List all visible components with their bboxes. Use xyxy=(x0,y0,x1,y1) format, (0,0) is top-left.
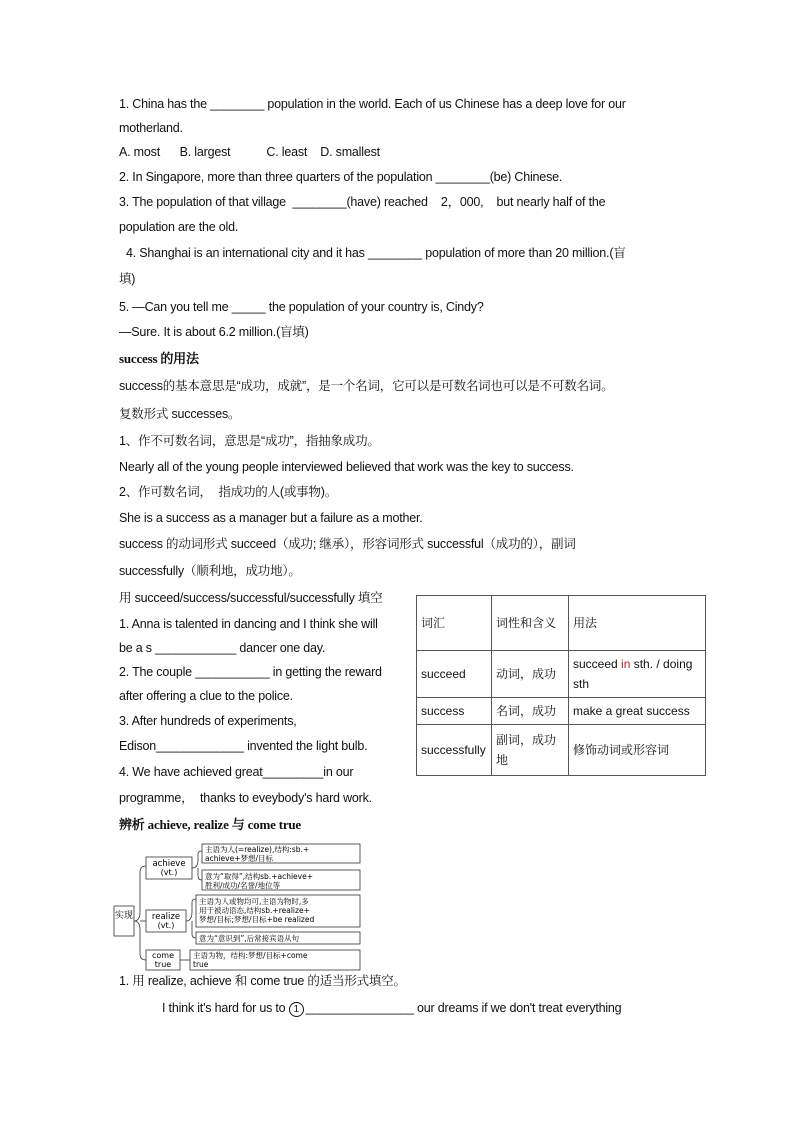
success-p3: 1、作不可数名词，意思是“成功”，指抽象成功。 xyxy=(119,434,380,448)
diagram-cometrue-1a: 主语为物，结构:梦想/目标+come xyxy=(193,951,308,960)
fill-heading: 用 succeed/success/successful/successfully 填空 xyxy=(119,591,383,605)
sentence-post: ________________ our dreams if we don't treat everything xyxy=(305,1001,622,1015)
achieve-sentence xyxy=(162,1000,621,1017)
success-p8: successfully（顺利地，成功地）。 xyxy=(119,564,301,578)
table-cell: 动词，成功 xyxy=(492,651,569,698)
table-cell: 修饰动词或形容词 xyxy=(569,725,706,776)
diagram-achieve-1a: 主语为人(=realize),结构:sb.+ xyxy=(205,845,310,854)
diagram-achieve-1b: achieve+梦想/目标 xyxy=(205,854,274,863)
diagram-realize-1b: 用于被动语态,结构sb.+realize+ xyxy=(199,906,310,915)
diagram-realize-pos: (vt.) xyxy=(157,921,175,930)
population-q5-line2: —Sure. It is about 6.2 million.(盲填) xyxy=(119,325,309,339)
table-cell: 副词，成功地 xyxy=(492,725,569,776)
achieve-instruction: 1. 用 realize, achieve 和 come true 的适当形式填空。 xyxy=(119,974,406,988)
vocab-table xyxy=(416,595,706,776)
population-q1-options: A. most B. largest C. least D. smallest xyxy=(119,145,380,159)
success-p5: 2、作可数名词， 指成功的人(或事物)。 xyxy=(119,485,338,499)
diagram-achieve-label: achieve xyxy=(152,859,186,869)
table-cell: successfully xyxy=(417,725,492,776)
population-q5-line1: 5. —Can you tell me _____ the population of your country is, Cindy? xyxy=(119,300,484,314)
table-cell: 名词，成功 xyxy=(492,698,569,725)
table-cell: success xyxy=(417,698,492,725)
fill-q4b: programme， thanks to eveybody's hard work. xyxy=(119,791,372,805)
sentence-pre: I think it's hard for us to xyxy=(162,1001,289,1015)
fill-q2b: after offering a clue to the police. xyxy=(119,689,293,703)
success-p2: 复数形式 successes。 xyxy=(119,407,241,421)
table-cell: succeed in sth. / doing sth xyxy=(569,651,706,698)
diagram-cometrue-label1: come xyxy=(151,951,175,960)
fill-q2a: 2. The couple ___________ in getting the reward xyxy=(119,665,382,679)
population-q4-line1: 4. Shanghai is an international city and it has ________ population of more than 20 million.(盲 xyxy=(126,246,626,260)
diagram-realize-2: 意为“意识到”,后常接宾语从句 xyxy=(199,934,300,943)
population-q2: 2. In Singapore, more than three quarters of the population ________(be) Chinese. xyxy=(119,170,563,184)
diagram-realize-1c: 梦想/目标;梦想/目标+be realized xyxy=(199,915,315,924)
population-q1-line1: 1. China has the ________ population in the world. Each of us Chinese has a deep love for our xyxy=(119,97,626,111)
table-header-cell: 词性和含义 xyxy=(492,596,569,651)
fill-q3b: Edison_____________ invented the light bulb. xyxy=(119,739,368,753)
population-q3-line2: population are the old. xyxy=(119,220,239,234)
success-p7: success 的动词形式 succeed（成功; 继承），形容词形式 successful（成功的），副词 xyxy=(119,537,576,551)
achieve-heading: 辨析 achieve, realize 与 come true xyxy=(119,817,301,832)
population-q1-line2: motherland. xyxy=(119,121,183,135)
achieve-realize-diagram xyxy=(112,842,364,972)
table-row xyxy=(417,698,706,725)
fill-q3a: 3. After hundreds of experiments, xyxy=(119,714,297,728)
success-heading: success 的用法 xyxy=(119,351,199,366)
diagram-root: 实现 xyxy=(114,911,134,921)
success-p6: She is a success as a manager but a failure as a mother. xyxy=(119,511,423,525)
highlighted-preposition: in xyxy=(621,657,631,671)
diagram-achieve-2a: 意为“取得”,结构sb.+achieve+ xyxy=(205,872,313,881)
fill-q1a: 1. Anna is talented in dancing and I think she will xyxy=(119,617,378,631)
success-p4: Nearly all of the young people interviewed believed that work was the key to success. xyxy=(119,460,574,474)
table-header-cell: 用法 xyxy=(569,596,706,651)
table-row xyxy=(417,651,706,698)
success-p1: success的基本意思是“成功，成就”，是一个名词，它可以是可数名词也可以是不可数名词。 xyxy=(119,379,614,393)
diagram-achieve-2b: 胜利/成功/名誉/地位等 xyxy=(205,881,281,890)
diagram-realize-1a: 主语为人或物均可,主语为物时,多 xyxy=(199,897,309,906)
population-q4-line2: 填) xyxy=(119,272,136,286)
diagram-realize-label: realize xyxy=(151,912,181,922)
diagram-cometrue-label2: true xyxy=(154,960,172,969)
table-cell: succeed xyxy=(417,651,492,698)
population-q3-line1: 3. The population of that village ________(have) reached 2，000, but nearly half of the xyxy=(119,195,606,209)
circled-number-marker: 1 xyxy=(289,1002,304,1017)
table-row xyxy=(417,725,706,776)
table-cell: make a great success xyxy=(569,698,706,725)
table-header-cell: 词汇 xyxy=(417,596,492,651)
table-header-row xyxy=(417,596,706,651)
diagram-achieve-pos: (vt.) xyxy=(160,868,178,877)
fill-q1b: be a s ____________ dancer one day. xyxy=(119,641,326,655)
diagram-cometrue-1b: true xyxy=(193,960,209,969)
fill-q4a: 4. We have achieved great_________in our xyxy=(119,765,354,779)
